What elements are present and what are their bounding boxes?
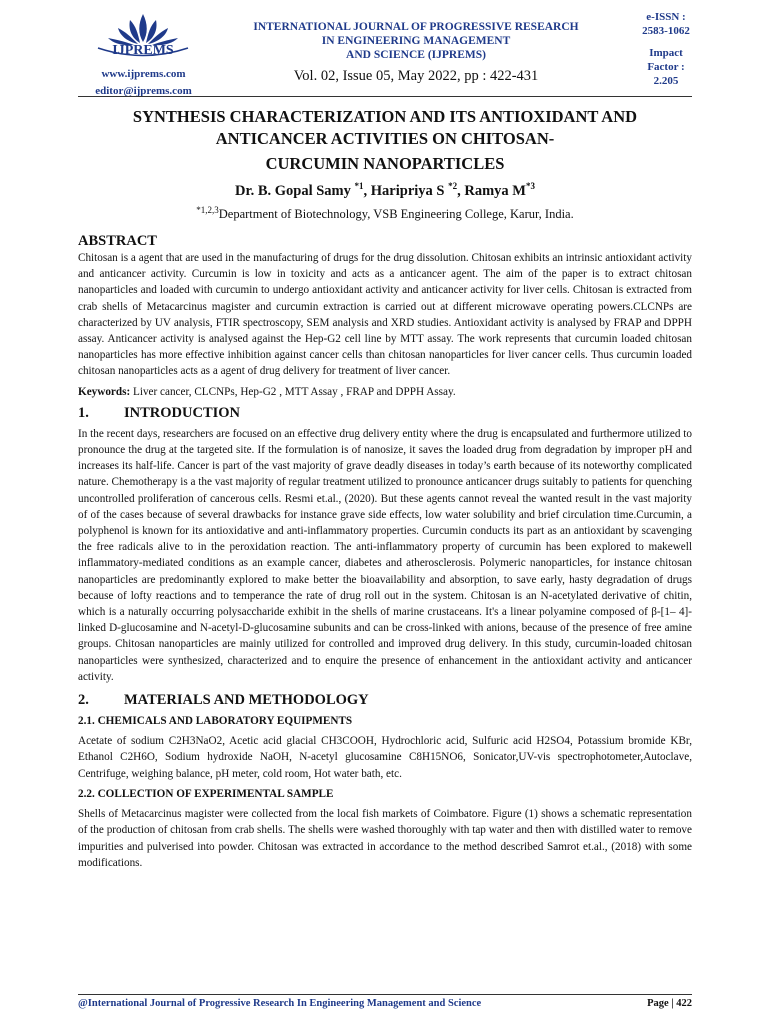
subsection-heading-collection: 2.2. COLLECTION OF EXPERIMENTAL SAMPLE xyxy=(78,787,334,800)
paper-title xyxy=(78,106,692,150)
journal-title xyxy=(226,20,606,62)
paper-title-line3: CURCUMIN NANOPARTICLES xyxy=(265,154,505,173)
email-link[interactable]: editor@ijprems.com xyxy=(95,85,192,97)
subsection-heading-chemicals: 2.1. CHEMICALS AND LABORATORY EQUIPMENTS xyxy=(78,715,353,728)
issn-block xyxy=(614,10,718,38)
header-divider xyxy=(78,96,692,97)
section-number: 1. xyxy=(78,404,89,421)
website-link[interactable]: www.ijprems.com xyxy=(101,68,186,80)
section-heading-introduction xyxy=(78,404,692,422)
keywords-label: Keywords: xyxy=(78,385,131,398)
chemicals-text: Acetate of sodium C2H3NaO2, Acetic acid glacial CH3COOH, Hydrochloric acid, Sulfuric acid H2SO4, Potassium bromide KBr, Ethanol C2H6O, Sodium hydroxide NaOH, N-acetyl glucosamine C8H15NO6, Sonicator,UV-vis spectrophotometer,Autoclave, Centrifuge, weighing balance, pH meter, cold room, Hot water bath, etc. xyxy=(78,735,692,780)
journal-title-line2: IN ENGINEERING MANAGEMENT xyxy=(321,35,511,47)
logo-text: IJPREMS xyxy=(112,43,174,58)
footer-divider xyxy=(78,994,692,995)
impact-value: 2.205 xyxy=(653,75,679,87)
abstract-text: Chitosan is a agent that are used in the manufacturing of drugs for the drug dissolution. Chitosan exhibits an intrinsic antioxidant activity and anticancer activity. Curcumin is low in toxicity and acts as a anticancer agent. The aim of the paper is to extract chitosan nanoparticles and loaded with curcumin to undergo antioxidant activity and anticancer activity for liver cells. Chitosan is extracted from crab shells of Metacarcinus magister and curcumin extraction is carried out at different microwave operating powers.CLCNPs are characterized by UV analysis, FTIR spectroscopy, SEM analysis and XRD studies. Antioxidant activity is analysed by FRAP and DPPH assay. Anticancer activity is analysed against the Hep-G2 cell line by MTT assay. The work represents that curcumin loaded chitosan nanoparticles has more effective inhibition against cancer cells than chitosan nanoparticles for liver cancer cells. Thus curcumin loaded chitosan nanoparticles acts as a agent of drug delivery for treatment of liver cancer. xyxy=(78,252,692,378)
collection-text: Shells of Metacarcinus magister were collected from the local fish markets of Coimbatore. Figure (1) shows a schematic representation of the production of chitosan from crab shells. The shells were washed thoroughly with tap water and then with distilled water to remove impurities and pulverised into powder. Chitosan was extracted in accordance to the method described Samrot et.al., (2018) with some modifications. xyxy=(78,808,692,869)
ijprems-logo xyxy=(78,8,208,68)
section-heading-materials xyxy=(78,691,692,709)
author-sup: *2 xyxy=(448,181,458,191)
page-number: Page | 422 xyxy=(647,998,692,1009)
author-name: , Haripriya S xyxy=(363,182,449,199)
page-footer xyxy=(78,998,692,1009)
journal-header xyxy=(0,0,768,100)
keywords-text: Liver cancer, CLCNPs, Hep-G2 , MTT Assay , FRAP and DPPH Assay. xyxy=(130,385,456,398)
paper-title-line1: SYNTHESIS CHARACTERIZATION AND ITS ANTIOXIDANT AND xyxy=(132,107,638,126)
journal-title-line3: AND SCIENCE (IJPREMS) xyxy=(346,49,486,61)
impact-label1: Impact xyxy=(649,47,683,59)
affiliation xyxy=(78,205,692,222)
impact-factor-block xyxy=(614,46,718,88)
journal-title-line1: INTERNATIONAL JOURNAL OF PROGRESSIVE RESEARCH xyxy=(253,21,579,33)
affiliation-sup: *1,2,3 xyxy=(196,205,219,215)
issn-label: e-ISSN : xyxy=(646,11,686,23)
section-number: 2. xyxy=(78,692,89,709)
author-list xyxy=(78,181,692,200)
author-sup: *3 xyxy=(525,181,535,191)
impact-label2: Factor : xyxy=(647,61,685,73)
header-links xyxy=(76,66,211,100)
author-name: Dr. B. Gopal Samy xyxy=(235,182,355,199)
footer-journal: @International Journal of Progressive Research In Engineering Management and Science xyxy=(78,998,482,1009)
issn-value: 2583-1062 xyxy=(642,25,690,37)
section-title: MATERIALS AND METHODOLOGY xyxy=(124,692,369,709)
section-title: INTRODUCTION xyxy=(124,404,241,421)
abstract-heading: ABSTRACT xyxy=(78,233,157,249)
paper-body xyxy=(78,232,692,871)
paper-title-line2: ANTICANCER ACTIVITIES ON CHITOSAN- xyxy=(215,129,555,148)
volume-info: Vol. 02, Issue 05, May 2022, pp : 422-431 xyxy=(293,68,539,84)
keywords-line xyxy=(78,384,692,400)
affiliation-text: Department of Biotechnology, VSB Engineering College, Karur, India. xyxy=(218,207,574,222)
introduction-text: In the recent days, researchers are focused on an effective drug delivery entity where the drug is encapsulated and furthermore utilized to pronounce the drug at the targeted site. If the formulation is of nanosize, it saves the loaded drug from degradation by improper pH and increases its half-life. Cancer is part of the vast majority of grave deadly diseases in today’s earth because of its noteworthy complicated nature. Chemotherapy is a the vast majority of regular treatment utilized to pronounce anticancer drugs suitably to patients for quenching uncontrolled proliferation of cancerous cells. Resmi et.al., (2020). But these agents cannot reveal the wanted result in the vast majority of of the cases because of several drawbacks for instance grave side effects, low water solubility and brief circulation time.Curcumin, a polyphenol is known for its antioxidative and anti-inflammatory properties. Curcumin conducts its part as an antioxidant by scavenging the free radicals alive to in the peroxidation reaction. The anti-inflammatory property of curcumin has been explored to makewell inflammatory-mediated conditions as an example cancer, diabetes and atherosclerosis. Polymeric nanoparticles, for instance chitosan nanoparticles are predominantly explored to make better the bioavailability and absorption, to save early, hasty degradation of drugs because of lofty reactions and to temperance the rate of drug roll out in the system. Chitosan is an N-acetylated derivative of chitin, which is a naturally occurring polysaccharide exhibit in the shells of marine crustaceans. It's a linear polyamine composed of β-[1– 4]-linked D-glucosamine and N-acetyl-D-glucosamine subunits and can be cross-linked with anions, because of the presence of free amine groups. Chitosan nanoparticles are mainly utilized for controlled and improved drug delivery. In this study, curcumin-loaded chitosan nanoparticles were synthesized, characterized and to enquire the presence of enhancement in the antioxidant activity and anticancer activity. xyxy=(78,427,692,683)
author-name: , Ramya M xyxy=(457,182,526,199)
author-sup: *1 xyxy=(354,181,364,191)
